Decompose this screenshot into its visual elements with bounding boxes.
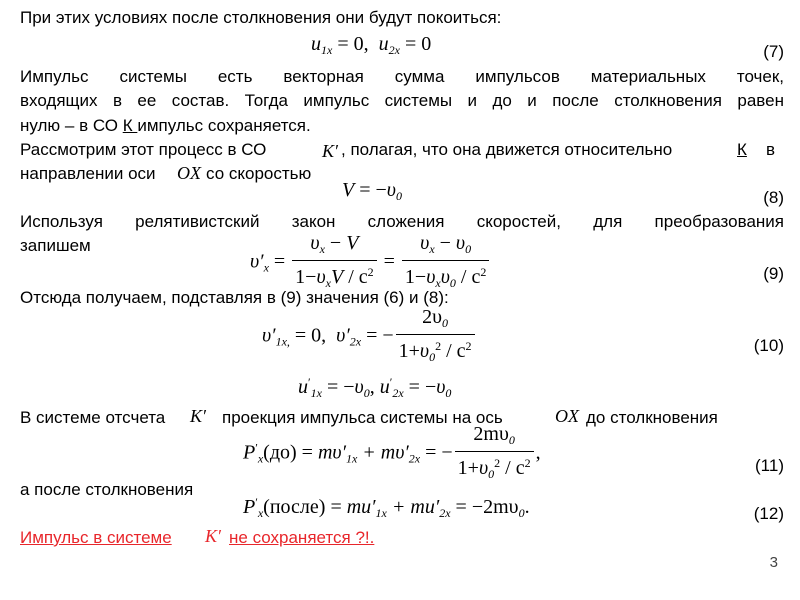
equation-number-10: (10) bbox=[753, 336, 784, 355]
fraction-10: $\frac{2\upsilon_0}{1+\upsilon_0^2 / c^2}$ bbox=[396, 306, 475, 368]
frame-k-prime-symbol-3: K′ bbox=[205, 526, 221, 546]
axis-ox-symbol-2: OX bbox=[555, 406, 579, 426]
text-line-2: Импульс системы есть векторная сумма импульсов материальных точек, bbox=[20, 67, 784, 86]
frame-k-prime-symbol-2: K′ bbox=[190, 406, 206, 426]
text-line-10-c: до столкновения bbox=[586, 408, 718, 427]
text-line-4 bbox=[20, 116, 784, 136]
equation-7: $u_{1x} = 0$, $u_{2x} = 0$ bbox=[311, 33, 432, 57]
page-number: 3 bbox=[769, 554, 778, 571]
conclusion-b: не сохраняется ?!. bbox=[229, 528, 375, 547]
text-line-9: Отсюда получаем, подставляя в (9) значения (6) и (8): bbox=[20, 288, 449, 307]
text-line-6-a: направлении оси bbox=[20, 164, 156, 183]
text-line-11: а после столкновения bbox=[20, 480, 194, 499]
equation-9: $\upsilon'_x$ = $\frac{\upsilon_x - V}{1-\upsilon_xV / c^2}$ = $\frac{\upsilon_x - \upsilon_0}{1-\upsilon_x\upsilon_0 / c^2}$ bbox=[250, 232, 491, 294]
text-line-8: запишем bbox=[20, 236, 91, 255]
equation-11: $P'_x(до) = m\upsilon'_{1x} + m\upsilon'_{2x}$ = − $\frac{2m\upsilon_0}{1+\upsilon_0^2 / c^2}$ , bbox=[243, 423, 541, 485]
conclusion-a: Импульс в системе bbox=[20, 528, 172, 547]
equation-8: $V = -\upsilon_0$ bbox=[342, 179, 402, 203]
equation-number-8: (8) bbox=[763, 188, 784, 207]
text-line-3: входящих в ее состав. Тогда импульс системы и до и после столкновения равен bbox=[20, 91, 784, 110]
frame-k-label-2: К bbox=[737, 140, 747, 159]
equation-number-9: (9) bbox=[763, 264, 784, 283]
axis-ox-symbol: OX bbox=[177, 163, 201, 183]
equation-10-row-1: $\upsilon'_{1x,} = 0$, $\upsilon'_{2x}$ = − $\frac{2\upsilon_0}{1+\upsilon_0^2 / c^2}$ bbox=[262, 306, 477, 368]
fraction-11: $\frac{2m\upsilon_0}{1+\upsilon_0^2 / c^2}$ bbox=[455, 423, 534, 485]
text-line-5-c: в bbox=[766, 140, 776, 159]
fraction-9a: $\frac{\upsilon_x - V}{1-\upsilon_xV / c^2}$ bbox=[292, 232, 376, 294]
text-line-4-b: импульс сохраняется. bbox=[137, 116, 311, 135]
equation-12: $P'_x(после) = mu'_{1x} + mu'_{2x} = -2m\upsilon_0$. bbox=[243, 495, 530, 520]
text-line-1: При этих условиях после столкновения они будут покоиться: bbox=[20, 8, 502, 27]
text-line-5-a: Рассмотрим этот процесс в СО bbox=[20, 140, 267, 159]
equation-number-11: (11) bbox=[755, 456, 784, 475]
text-line-4-a: нулю – в СО bbox=[20, 116, 123, 135]
frame-k-label: К bbox=[122, 116, 138, 135]
text-line-10-b: проекция импульса системы на ось bbox=[222, 408, 503, 427]
frame-k-prime-symbol: K′ bbox=[322, 141, 338, 161]
text-line-5-b: , полагая, что она движется относительно bbox=[341, 140, 673, 159]
text-line-7: Используя релятивистский закон сложения скоростей, для преобразования bbox=[20, 212, 784, 231]
text-line-10-a: В системе отсчета bbox=[20, 408, 166, 427]
equation-10-row-2: $u'_{1x} = -\upsilon_0$, $u'_{2x} = -\upsilon_0$ bbox=[298, 375, 452, 400]
fraction-9b: $\frac{\upsilon_x - \upsilon_0}{1-\upsilon_x\upsilon_0 / c^2}$ bbox=[402, 232, 489, 294]
equation-number-12: (12) bbox=[753, 504, 784, 523]
equation-number-7: (7) bbox=[763, 42, 784, 61]
text-line-6-b: со скоростью bbox=[206, 164, 312, 183]
